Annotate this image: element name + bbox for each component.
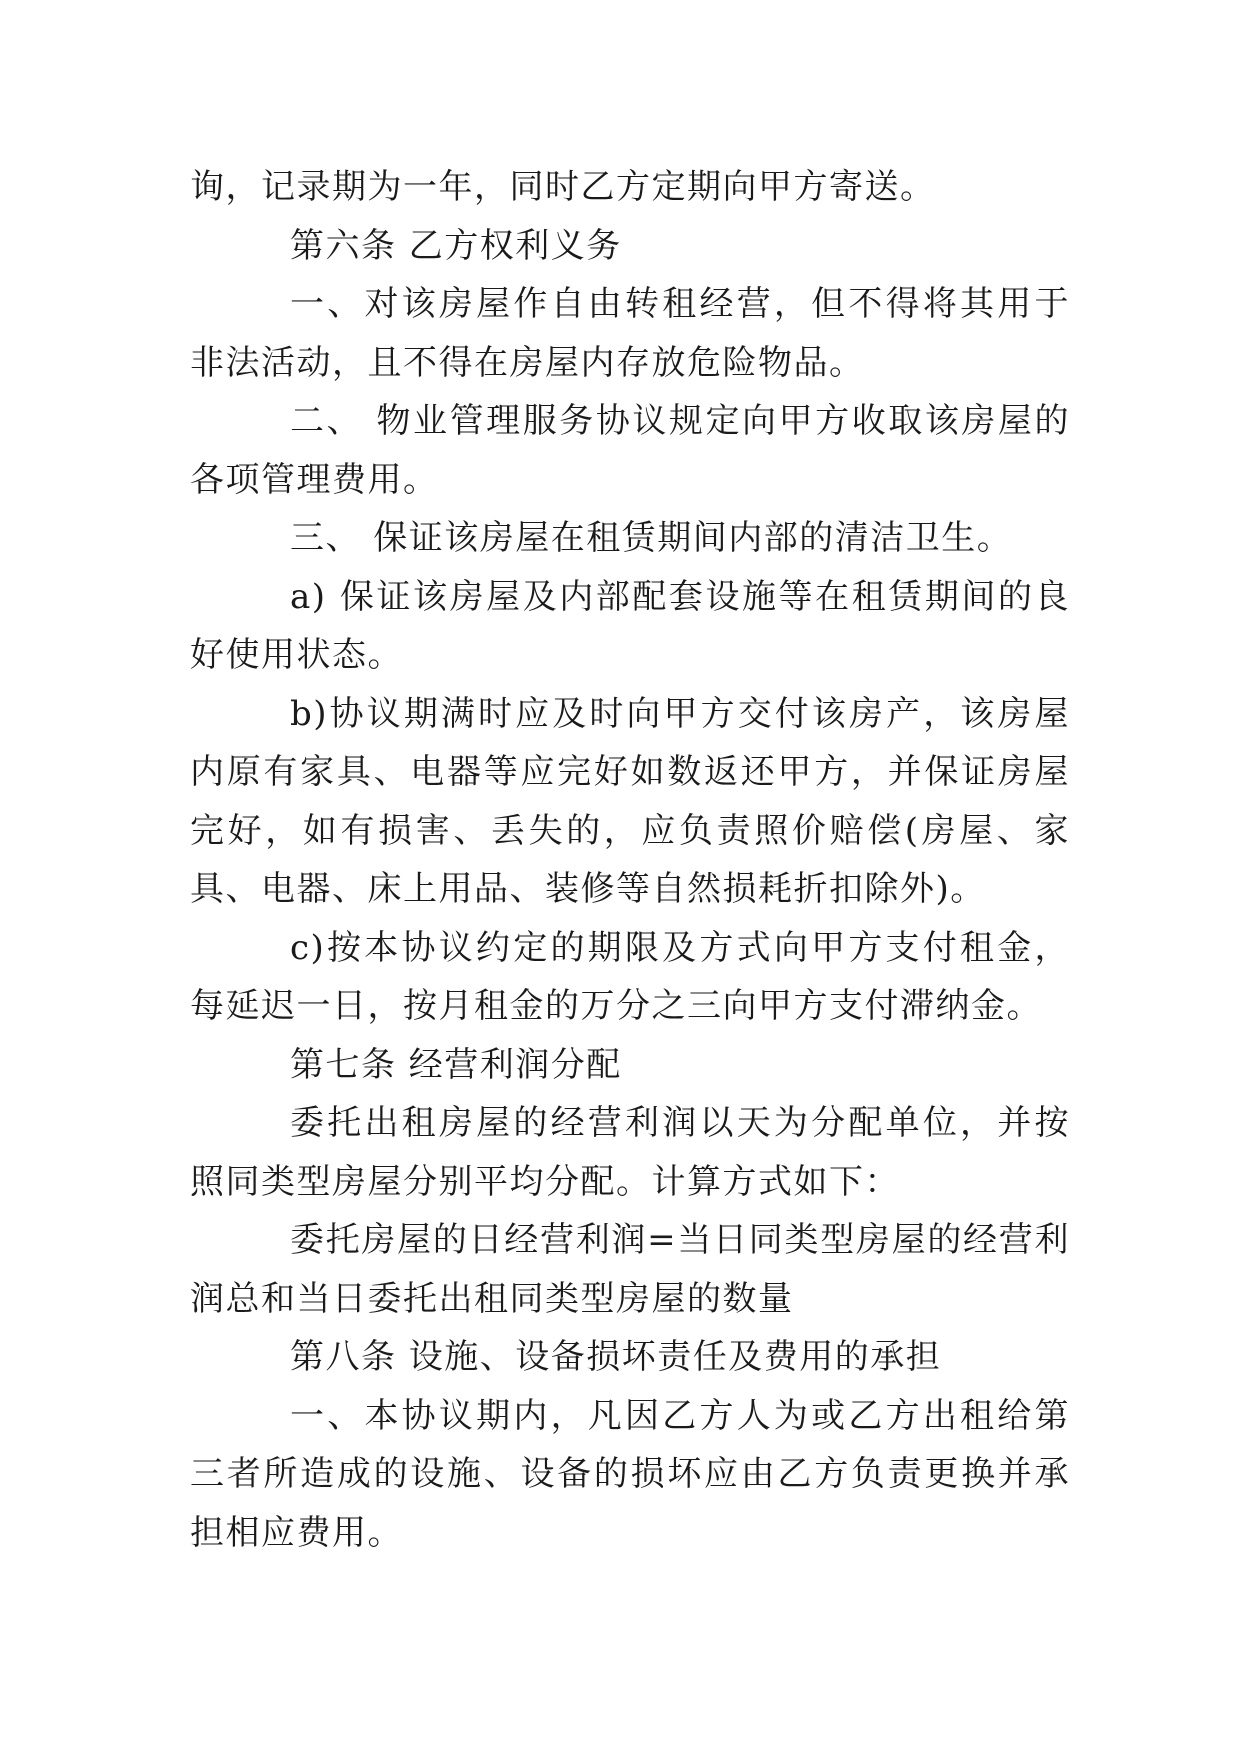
- paragraph-7-1: 委托出租房屋的经营利润以天为分配单位，并按照同类型房屋分别平均分配。计算方式如下：: [190, 1103, 1070, 1202]
- paragraph-7-formula: 委托房屋的日经营利润=当日同类型房屋的经营利润总和当日委托出租同类型房屋的数量: [190, 1220, 1070, 1319]
- paragraph-6-2: 二、 物业管理服务协议规定向甲方收取该房屋的各项管理费用。: [190, 401, 1070, 500]
- article-6-heading: 第六条 乙方权利义务: [290, 225, 622, 266]
- article-8-heading: 第八条 设施、设备损坏责任及费用的承担: [290, 1337, 942, 1377]
- article-7-heading: 第七条 经营利润分配: [290, 1044, 622, 1085]
- paragraph-6-3-a: a) 保证该房屋及内部配套设施等在租赁期间的良好使用状态。: [190, 576, 1070, 675]
- paragraph-6-3-b: b)协议期满时应及时向甲方交付该房产，该房屋内原有家具、电器等应完好如数返还甲方，并保证房屋完好，如有损害、丢失的，应负责照价赔偿(房屋、家具、电器、床上用品、装修等自然损耗折扣除外)。: [190, 693, 1070, 909]
- paragraph-6-3: 三、 保证该房屋在租赁期间内部的清洁卫生。: [290, 518, 1013, 558]
- paragraph-8-1: 一、本协议期内，凡因乙方人为或乙方出租给第三者所造成的设施、设备的损坏应由乙方负责更换并承担相应费用。: [190, 1395, 1070, 1553]
- document-body: [190, 158, 1070, 1562]
- paragraph-6-3-c: c)按本协议约定的期限及方式向甲方支付租金，每延迟一日，按月租金的万分之三向甲方支付滞纳金。: [190, 927, 1070, 1026]
- paragraph-continuation: 询，记录期为一年，同时乙方定期向甲方寄送。: [190, 167, 936, 207]
- paragraph-6-1: 一、对该房屋作自由转租经营，但不得将其用于非法活动，且不得在房屋内存放危险物品。: [190, 284, 1070, 383]
